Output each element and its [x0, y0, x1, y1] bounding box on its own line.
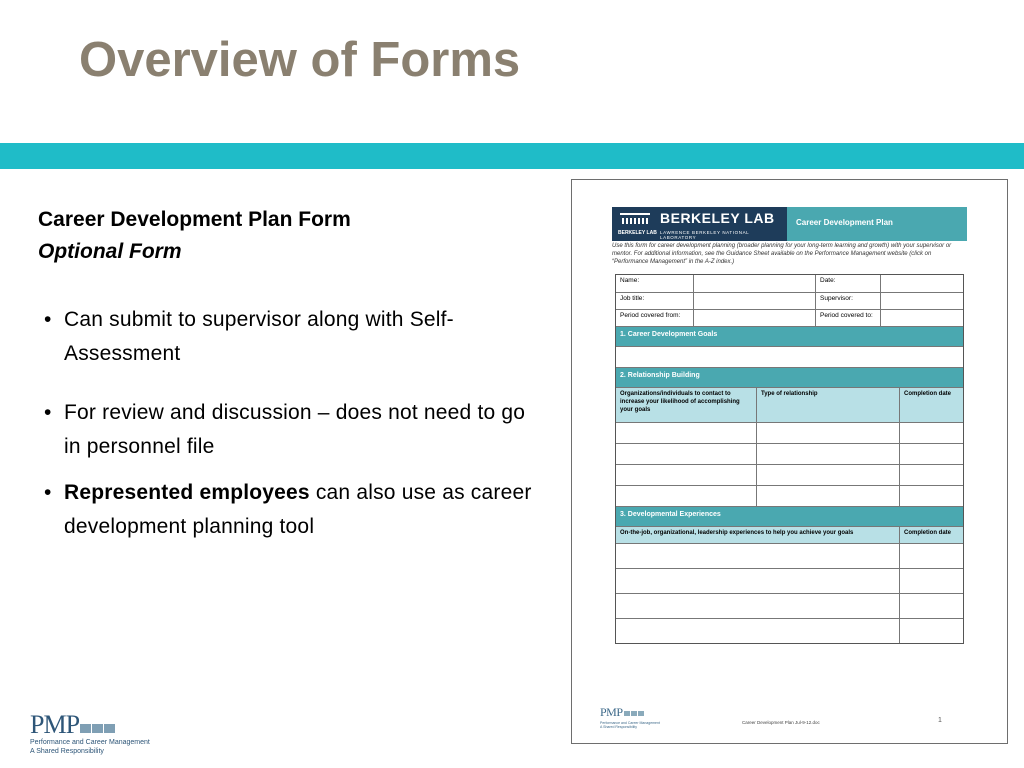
section-header: [616, 326, 963, 346]
table-cell: [899, 619, 963, 643]
table-cell: [616, 569, 899, 593]
form-row: [616, 292, 963, 309]
table-cell: [616, 444, 756, 464]
logo-square-icon: [638, 711, 644, 716]
table-cell: [616, 594, 899, 618]
document-page-number: 1: [938, 717, 942, 724]
bullet-list: [38, 303, 538, 544]
footer-logo-text: PMP: [600, 705, 623, 719]
lab-name-small: BERKELEY LAB: [618, 230, 657, 236]
section-relationship-building: 2. Relationship Building: [616, 368, 963, 387]
column-header: Completion date: [899, 388, 963, 422]
bullet-text: Can submit to supervisor along with Self-Assessment: [64, 308, 454, 365]
pmp-logo-tagline: Performance and Career Management: [30, 739, 150, 746]
table-cell: [899, 594, 963, 618]
logo-square-icon: [104, 724, 115, 733]
period-to-value: [880, 310, 963, 326]
column-header: On-the-job, organizational, leadership experiences to help you achieve your goals: [616, 527, 899, 543]
bullet-item: [38, 476, 538, 544]
table-cell: [899, 444, 963, 464]
name-value: [693, 275, 815, 292]
date-label: Date:: [815, 275, 880, 292]
berkeley-lab-logo: [612, 207, 787, 241]
column-header-row: [616, 387, 963, 422]
lab-subtitle: LAWRENCE BERKELEY NATIONAL LABORATORY: [660, 230, 750, 240]
period-from-value: [693, 310, 815, 326]
supervisor-value: [880, 293, 963, 309]
form-row: [616, 422, 963, 443]
pmp-logo-text: PMP: [30, 710, 80, 739]
job-title-label: Job title:: [620, 295, 645, 302]
slide-title: Overview of Forms: [79, 33, 521, 87]
column-header-row: [616, 526, 963, 543]
section-header: [616, 367, 963, 387]
document-intro: Use this form for career development planning (broader planning for your long-term learning and growth) with your supervisor or mentor. For additional information, see the Guidance Sheet available on the Performance Management website (click on “Performance Management” in the A-Z index.): [612, 243, 952, 265]
table-cell: [616, 544, 899, 568]
name-label: Name:: [620, 277, 640, 284]
logo-square-icon: [624, 711, 630, 716]
table-cell: [616, 423, 756, 443]
section-developmental-experiences: 3. Developmental Experiences: [616, 507, 963, 526]
job-title-value: [693, 293, 815, 309]
pmp-logo-tagline: A Shared Responsibility: [30, 748, 104, 755]
table-cell: [756, 486, 899, 506]
table-cell: [899, 569, 963, 593]
bullet-dot-icon: •: [44, 481, 52, 504]
form-row: [616, 443, 963, 464]
table-cell: [899, 486, 963, 506]
logo-square-icon: [631, 711, 637, 716]
form-row: [616, 309, 963, 326]
bullet-dot-icon: •: [44, 308, 52, 331]
section-career-goals: 1. Career Development Goals: [616, 327, 963, 346]
section-header: [616, 506, 963, 526]
document-footer-filename: Career Development Plan Jul-9-12.doc: [742, 720, 820, 725]
bullet-bold: Represented employees: [64, 481, 310, 504]
table-cell: [756, 465, 899, 485]
table-cell: [616, 465, 756, 485]
form-row: [616, 618, 963, 643]
form-row: [616, 593, 963, 618]
supervisor-label: Supervisor:: [815, 293, 880, 309]
table-cell: [616, 619, 899, 643]
building-icon: [620, 213, 650, 227]
footer-logo-tagline: Performance and Career Management: [600, 721, 660, 725]
form-subheading: Optional Form: [38, 240, 182, 263]
column-header: Completion date: [899, 527, 963, 543]
bullet-text: can also use as career development planning tool: [64, 481, 532, 538]
table-cell: [756, 444, 899, 464]
document-header: [612, 207, 967, 241]
form-table: [615, 274, 964, 644]
table-cell: [616, 486, 756, 506]
footer-logo-tagline: A Shared Responsibility: [600, 725, 637, 729]
bullet-item: [38, 303, 538, 371]
form-row: [616, 485, 963, 506]
date-value: [880, 275, 963, 292]
column-header: Type of relationship: [756, 388, 899, 422]
table-cell: [899, 544, 963, 568]
logo-square-icon: [80, 724, 91, 733]
form-heading: Career Development Plan Form: [38, 208, 351, 231]
pmp-logo: [30, 712, 150, 756]
table-cell: [899, 423, 963, 443]
form-row: [616, 543, 963, 568]
period-from-label: Period covered from:: [620, 312, 681, 319]
bullet-item: [38, 396, 538, 464]
form-row: [616, 346, 963, 367]
table-cell: [899, 465, 963, 485]
bullet-text: For review and discussion – does not need to go in personnel file: [64, 401, 526, 458]
goals-cell: [616, 347, 963, 367]
document-title: Career Development Plan: [787, 207, 967, 241]
period-to-label: Period covered to:: [815, 310, 880, 326]
lab-name: BERKELEY LAB: [660, 210, 775, 226]
form-row: [616, 275, 963, 292]
teal-divider-band: [0, 143, 1024, 169]
form-row: [616, 464, 963, 485]
table-cell: [756, 423, 899, 443]
form-preview-image: [571, 179, 1008, 744]
form-row: [616, 568, 963, 593]
document-footer-logo: [600, 703, 660, 729]
content-column: [38, 203, 538, 569]
column-header: Organizations/individuals to contact to increase your likelihood of accomplishing your goals: [616, 388, 756, 422]
bullet-dot-icon: •: [44, 401, 52, 424]
logo-square-icon: [92, 724, 103, 733]
